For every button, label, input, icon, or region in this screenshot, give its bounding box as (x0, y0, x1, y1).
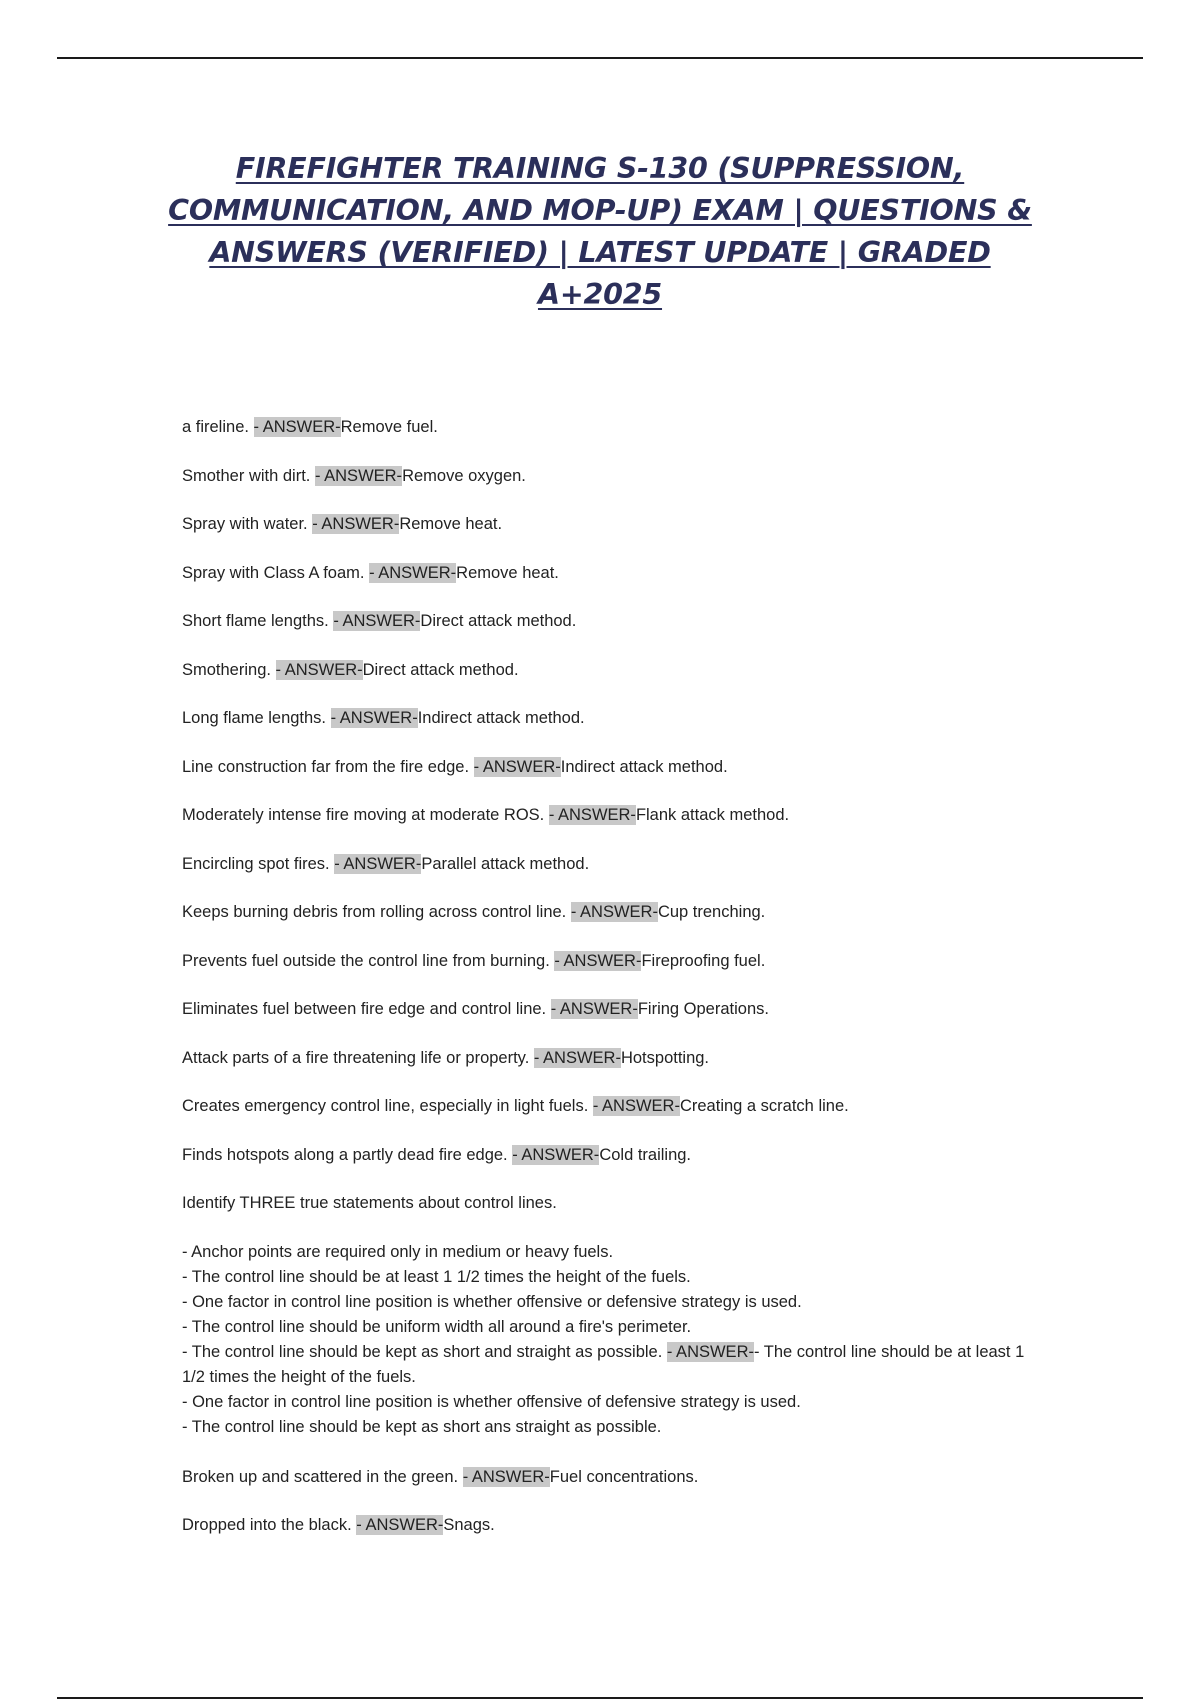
answer-text: Cold trailing. (599, 1145, 692, 1164)
answer-text: Parallel attack method. (421, 854, 590, 873)
answer-marker: - ANSWER- (253, 418, 341, 436)
question-text: Line construction far from the fire edge. (182, 757, 474, 776)
answer-marker: - ANSWER- (275, 660, 363, 679)
qa-item (182, 1143, 1042, 1168)
answer-marker: - ANSWER- (333, 612, 421, 630)
question-text: a fireline. (182, 418, 254, 436)
answer-text: Hotspotting. (620, 1048, 710, 1067)
qa-group-2 (182, 1465, 1042, 1539)
answer-line-2: - One factor in control line position is whether offensive of defensive strategy is used. (182, 1392, 801, 1411)
option-5-with-answer (182, 1340, 1042, 1390)
answer-marker: - ANSWER- (369, 563, 457, 582)
answer-text: Direct attack method. (362, 660, 519, 679)
answer-marker: - ANSWER- (548, 806, 636, 824)
answer-line-3: - The control line should be kept as short ans straight as possible. (182, 1417, 662, 1436)
answer-text: Fireproofing fuel. (641, 951, 766, 970)
document-title: FIREFIGHTER TRAINING S-130 (SUPPRESSION, COMMUNICATION, AND MOP-UP) EXAM | QUESTIONS & ANSWERS (VERIFIED) | LATEST UPDATE | GRADED A+2025 (168, 152, 1032, 311)
multi-options (182, 1240, 1042, 1440)
question-text: Smothering. (182, 660, 276, 679)
qa-item (182, 997, 1042, 1022)
answer-text: Firing Operations. (637, 1000, 769, 1018)
qa-item (182, 415, 1042, 440)
question-text: Moderately intense fire moving at moderate ROS. (182, 806, 549, 824)
question-text: Broken up and scattered in the green. (182, 1467, 463, 1486)
qa-item (182, 900, 1042, 925)
question-text: Spray with Class A foam. (182, 563, 370, 582)
question-text: Eliminates fuel between fire edge and control line. (182, 1000, 551, 1018)
question-text: Short flame lengths. (182, 612, 334, 630)
top-rule (57, 57, 1143, 59)
answer-text: Direct attack method. (420, 612, 577, 630)
answer-text: Remove heat. (456, 563, 559, 582)
answer-text: Remove fuel. (340, 418, 438, 436)
answer-marker: - ANSWER- (314, 466, 403, 485)
qa-item (182, 949, 1042, 974)
option-1: - Anchor points are required only in medium or heavy fuels. (182, 1242, 614, 1261)
qa-item (182, 464, 1042, 489)
answer-text: Fuel concentrations. (549, 1467, 699, 1486)
qa-item (182, 658, 1042, 683)
question-text: Long flame lengths. (182, 709, 331, 727)
option-5: - The control line should be kept as short and straight as possible. (182, 1342, 667, 1361)
qa-group-1 (182, 415, 1042, 1168)
qa-item (182, 609, 1042, 634)
answer-marker: - ANSWER- (334, 854, 422, 873)
option-2: - The control line should be at least 1 1/2 times the height of the fuels. (182, 1267, 691, 1286)
answer-marker: - ANSWER- (512, 1145, 600, 1164)
answer-marker: - ANSWER- (570, 903, 658, 921)
answer-marker: - ANSWER- (666, 1342, 754, 1361)
question-text: Smother with dirt. (182, 466, 315, 485)
question-text: Encircling spot fires. (182, 854, 335, 873)
qa-item (182, 1046, 1042, 1071)
question-text: Creates emergency control line, especially in light fuels. (182, 1097, 593, 1115)
answer-marker: - ANSWER- (592, 1097, 680, 1115)
option-3: - One factor in control line position is whether offensive or defensive strategy is used. (182, 1292, 802, 1311)
qa-item (182, 803, 1042, 828)
qa-item (182, 1513, 1042, 1538)
answer-text: Indirect attack method. (560, 757, 728, 776)
answer-text: Indirect attack method. (417, 709, 585, 727)
qa-item (182, 706, 1042, 731)
answer-marker: - ANSWER- (550, 1000, 638, 1018)
answer-marker: - ANSWER- (312, 515, 400, 533)
answer-marker: - ANSWER- (533, 1048, 621, 1067)
qa-item (182, 561, 1042, 586)
answer-text: Snags. (443, 1516, 495, 1534)
question-text: Spray with water. (182, 515, 313, 533)
answer-text: Cup trenching. (657, 903, 766, 921)
question-text: Prevents fuel outside the control line from burning. (182, 951, 555, 970)
qa-item (182, 1094, 1042, 1119)
answer-marker: - ANSWER- (330, 709, 418, 727)
answer-marker: - ANSWER- (554, 951, 642, 970)
question-text: Finds hotspots along a partly dead fire edge. (182, 1145, 513, 1164)
answer-first: - The control line should be at least 1 1/2 times the height of the fuels. (182, 1342, 1025, 1386)
question-text: Keeps burning debris from rolling across control line. (182, 903, 571, 921)
answer-marker: - ANSWER- (462, 1467, 550, 1486)
answer-marker: - ANSWER- (356, 1516, 444, 1534)
bottom-rule (57, 1697, 1143, 1699)
multi-question: Identify THREE true statements about control lines. (182, 1194, 557, 1212)
answer-marker: - ANSWER- (473, 757, 561, 776)
question-text: Attack parts of a fire threatening life or property. (182, 1048, 534, 1067)
qa-item (182, 1465, 1042, 1490)
qa-item (182, 512, 1042, 537)
qa-list (182, 415, 1042, 1562)
question-text: Dropped into the black. (182, 1516, 357, 1534)
answer-text: Remove heat. (399, 515, 503, 533)
answer-text: Creating a scratch line. (679, 1097, 849, 1115)
answer-text: Remove oxygen. (402, 466, 526, 485)
answer-text: Flank attack method. (635, 806, 790, 824)
option-4: - The control line should be uniform width all around a fire's perimeter. (182, 1317, 692, 1336)
qa-item (182, 852, 1042, 877)
qa-item (182, 755, 1042, 780)
